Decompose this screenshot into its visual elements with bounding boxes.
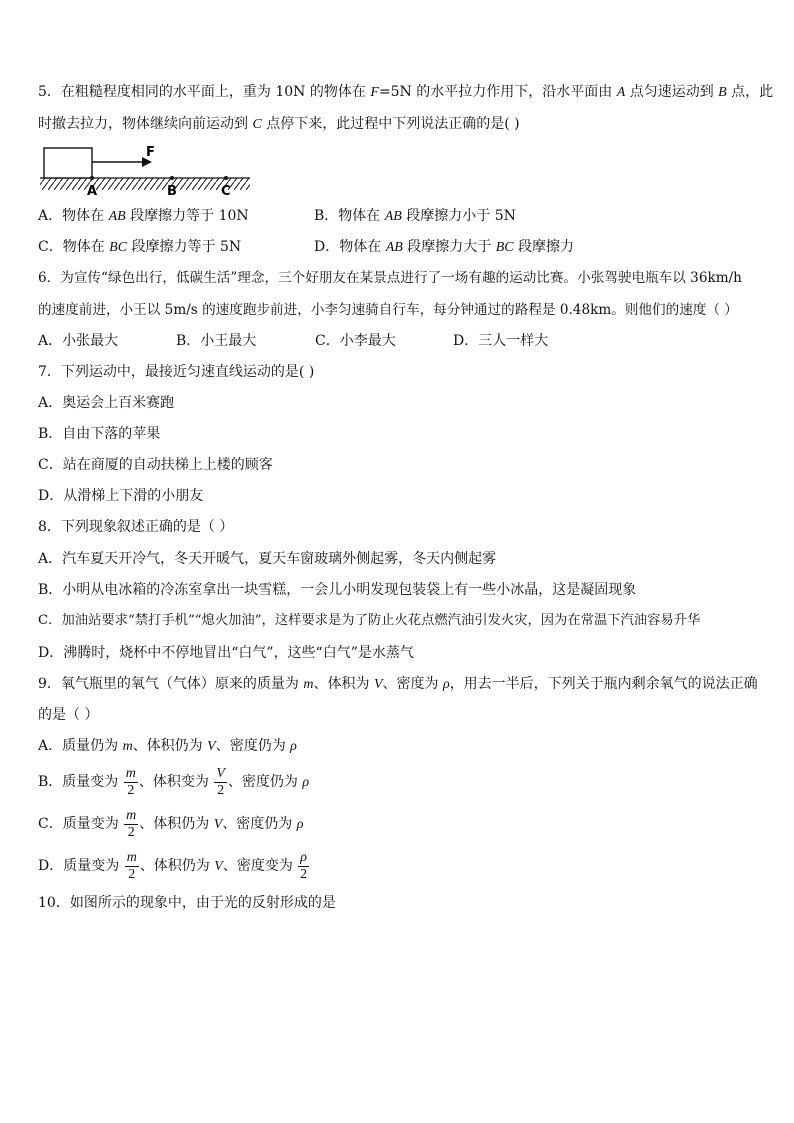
q10-question: 10．如图所示的现象中，由于光的反射形成的是: [38, 895, 336, 911]
q6-option-d: D．三人一样大: [453, 333, 549, 349]
q7-question: 7．下列运动中，最接近匀速直线运动的是( ): [38, 364, 315, 380]
point-C: [224, 176, 228, 180]
q7-option-c: C．站在商厦的自动扶梯上上楼的顾客: [38, 457, 273, 473]
label-B: B: [167, 184, 177, 198]
fraction-v-over-2: $\frac{V}{2}$: [216, 765, 225, 798]
ground-hatching: [40, 178, 250, 190]
label-C: C: [221, 184, 231, 198]
q5-line1: 5．在粗糙程度相同的水平面上，重为 10N 的物体在 F=5N 的水平拉力作用下，沿水平面由 A 点匀速运动到 B 点，此: [38, 84, 774, 100]
q6-line1: 6．为宣传“绿色出行，低碳生活”理念，三个好朋友在某景点进行了一场有趣的运动比赛。小张驾驶电瓶车以 36km/h: [38, 270, 742, 286]
fraction-rho-over-2: $\frac{\rho}{2}$: [300, 849, 308, 882]
q7-option-a: A．奥运会上百米赛跑: [38, 395, 175, 411]
q5-option-a: A．物体在 AB 段摩擦力等于 10N: [38, 208, 249, 224]
q8-option-b: B．小明从电冰箱的冷冻室拿出一块雪糕，一会儿小明发现包装袋上有一些小冰晶，这是凝固现象: [38, 582, 637, 598]
q5-option-c: C．物体在 BC 段摩擦力等于 5N: [38, 239, 242, 255]
q9-line2: 的是（ ）: [38, 707, 99, 723]
q9-option-c: C．质量变为 $\frac{m}{2}$ 、体积仍为 V、密度仍为 ρ: [38, 807, 304, 840]
q9-option-b: B．质量变为 $\frac{m}{2}$ 、体积变为 $\frac{V}{2}$ 、密度仍为 ρ: [38, 765, 310, 798]
fraction-m-over-2: $\frac{m}{2}$: [126, 849, 137, 882]
q5-option-b: B．物体在 AB 段摩擦力小于 5N: [314, 208, 516, 224]
q9-option-d: D．质量变为 $\frac{m}{2}$ 、体积仍为 V、密度变为 $\frac{\rho}{2}$: [38, 849, 308, 882]
q6-line2: 的速度前进，小王以 5m/s 的速度跑步前进，小李匀速骑自行车，每分钟通过的路程是 0.48km。则他们的速度（ ）: [38, 302, 738, 318]
q9-line1: 9．氧气瓶里的氧气（气体）原来的质量为 m、体积为 V、密度为 ρ，用去一半后，下列关于瓶内剩余氧气的说法正确: [38, 676, 758, 692]
q5-option-d: D．物体在 AB 段摩擦力大于 BC 段摩擦力: [314, 239, 575, 255]
q8-option-c: C．加油站要求“禁打手机”“熄火加油”，这样要求是为了防止火花点燃汽油引发火灾，因为在常温下汽油容易升华: [38, 613, 701, 628]
fraction-m-over-2: $\frac{m}{2}$: [125, 765, 136, 798]
q8-option-d: D．沸腾时，烧杯中不停地冒出“白气”，这些“白气”是水蒸气: [38, 645, 414, 661]
q5-figure: [36, 142, 252, 198]
q8-question: 8．下列现象叙述正确的是（ ）: [38, 519, 234, 535]
label-F: F: [146, 145, 155, 160]
fraction-m-over-2: $\frac{m}{2}$: [126, 807, 137, 840]
q8-option-a: A．汽车夏天开冷气，冬天开暖气，夏天车窗玻璃外侧起雾，冬天内侧起雾: [38, 551, 497, 567]
point-A: [90, 176, 94, 180]
q6-option-b: B．小王最大: [176, 333, 257, 349]
q7-option-d: D．从滑梯上下滑的小朋友: [38, 488, 204, 504]
q6-option-c: C．小李最大: [315, 333, 396, 349]
label-A: A: [87, 184, 98, 198]
q6-option-a: A．小张最大: [38, 333, 119, 349]
q9-option-a: A．质量仍为 m、体积仍为 V、密度仍为 ρ: [38, 738, 297, 754]
block: [44, 148, 92, 178]
point-B: [170, 176, 174, 180]
q5-line2: 时撤去拉力，物体继续向前运动到 C 点停下来，此过程中下列说法正确的是( ): [38, 116, 520, 132]
q7-option-b: B．自由下落的苹果: [38, 426, 161, 442]
